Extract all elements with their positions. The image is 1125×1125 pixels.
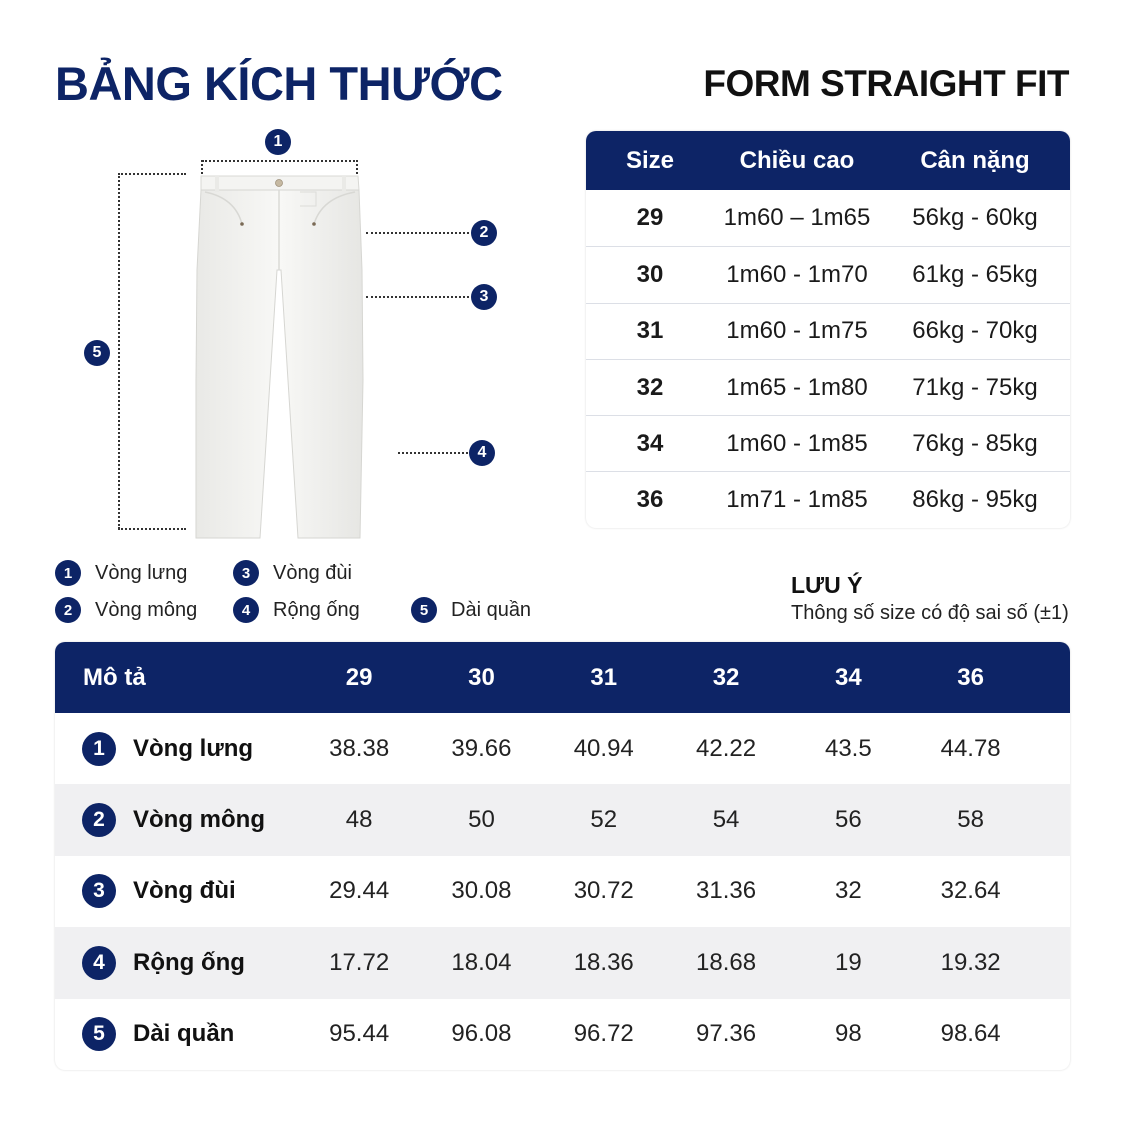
table-cell: 29.44 xyxy=(329,877,390,905)
weight-cell: 66kg - 70kg xyxy=(912,317,1038,345)
height-cell: 1m60 - 1m70 xyxy=(726,260,868,288)
legend-label: Vòng đùi xyxy=(273,561,352,584)
size-table xyxy=(586,131,1070,528)
table-cell: 19.32 xyxy=(940,948,1001,976)
table-cell: 96.72 xyxy=(573,1020,634,1048)
size-cell: 29 xyxy=(636,204,664,232)
waist-measure-line xyxy=(202,160,358,162)
length-measure-top xyxy=(118,173,186,175)
length-measure-bottom xyxy=(118,528,186,530)
table-cell: 58 xyxy=(957,806,984,834)
marker-2: 2 xyxy=(471,220,497,246)
legend-badge: 4 xyxy=(233,597,259,623)
row-badge: 5 xyxy=(82,1017,116,1051)
weight-cell: 76kg - 85kg xyxy=(912,429,1038,457)
table-row xyxy=(55,927,1070,998)
marker-4: 4 xyxy=(469,440,495,466)
table-cell: 50 xyxy=(468,806,495,834)
size-cell: 31 xyxy=(636,317,664,345)
weight-cell: 71kg - 75kg xyxy=(912,373,1038,401)
table-cell: 52 xyxy=(590,806,618,834)
table-cell: 96.08 xyxy=(451,1020,512,1048)
note-text: Thông số size có độ sai số (±1) xyxy=(791,602,1069,624)
pants-diagram xyxy=(60,120,520,550)
legend-badge: 5 xyxy=(411,597,437,623)
table-cell: 18.36 xyxy=(573,948,634,976)
length-measure-line xyxy=(118,173,120,529)
size-cell: 32 xyxy=(636,373,664,401)
table-cell: 31.36 xyxy=(696,877,757,905)
table-cell: 30.72 xyxy=(573,877,634,905)
height-header: Chiều cao xyxy=(739,146,855,174)
row-label: Vòng đùi xyxy=(133,877,236,905)
table-row xyxy=(55,856,1070,927)
table-cell: 38.38 xyxy=(329,734,390,762)
size-cell: 34 xyxy=(636,429,664,457)
legend-label: Vòng lưng xyxy=(95,561,188,584)
table-cell: 44.78 xyxy=(940,734,1001,762)
row-label: Vòng lưng xyxy=(133,734,254,762)
table-cell: 40.94 xyxy=(573,734,634,762)
size-header: Size xyxy=(625,146,675,174)
table-cell: 32.64 xyxy=(940,877,1001,905)
row-label: Dài quần xyxy=(133,1020,235,1048)
table-row xyxy=(586,303,1070,359)
marker-5: 5 xyxy=(84,340,110,366)
legend-badge: 3 xyxy=(233,560,259,586)
weight-cell: 86kg - 95kg xyxy=(912,486,1038,514)
size-cell: 36 xyxy=(636,486,664,514)
size-table-header xyxy=(586,131,1070,190)
legend-item-hip xyxy=(55,597,197,623)
size-header: 30 xyxy=(468,663,495,691)
height-cell: 1m71 - 1m85 xyxy=(726,486,868,514)
leg-opening-measure-line xyxy=(398,452,468,454)
white-jeans-illustration xyxy=(60,120,520,550)
table-cell: 48 xyxy=(345,806,373,834)
legend-item-leg-opening xyxy=(233,597,360,623)
table-cell: 95.44 xyxy=(329,1020,390,1048)
table-row xyxy=(586,471,1070,527)
form-label: FORM STRAIGHT FIT xyxy=(703,63,1069,104)
table-cell: 30.08 xyxy=(451,877,512,905)
table-cell: 32 xyxy=(834,877,862,905)
legend-badge: 2 xyxy=(55,597,81,623)
hip-measure-line xyxy=(366,232,469,234)
legend-item-length xyxy=(411,597,531,623)
note-title: LƯU Ý xyxy=(791,572,863,598)
table-cell: 56 xyxy=(834,806,862,834)
table-cell: 98.64 xyxy=(940,1020,1001,1048)
size-cell: 30 xyxy=(636,260,664,288)
table-cell: 97.36 xyxy=(696,1020,757,1048)
size-header: 32 xyxy=(712,663,740,691)
size-header: 31 xyxy=(590,663,618,691)
height-cell: 1m60 - 1m75 xyxy=(726,317,868,345)
legend-item-waist xyxy=(55,560,187,586)
row-description xyxy=(55,946,298,980)
marker-1: 1 xyxy=(265,129,291,155)
row-badge: 4 xyxy=(82,946,116,980)
measurement-table-header xyxy=(55,642,1070,713)
row-description xyxy=(55,732,298,766)
table-row xyxy=(55,999,1070,1070)
table-row xyxy=(55,784,1070,855)
weight-header: Cân nặng xyxy=(920,146,1030,174)
table-cell: 43.5 xyxy=(824,734,872,762)
row-badge: 1 xyxy=(82,732,116,766)
waist-measure-tick-left xyxy=(201,160,203,174)
weight-cell: 56kg - 60kg xyxy=(912,204,1038,232)
size-header: 36 xyxy=(957,663,984,691)
page-title: BẢNG KÍCH THƯỚC xyxy=(55,57,503,110)
table-cell: 19 xyxy=(834,948,862,976)
thigh-measure-line xyxy=(366,296,469,298)
table-cell: 18.68 xyxy=(696,948,757,976)
table-cell: 54 xyxy=(712,806,740,834)
table-cell: 18.04 xyxy=(451,948,512,976)
legend-label: Vòng mông xyxy=(95,598,198,621)
legend-badge: 1 xyxy=(55,560,81,586)
height-cell: 1m60 - 1m85 xyxy=(726,429,868,457)
legend-label: Dài quần xyxy=(451,598,532,621)
table-cell: 98 xyxy=(834,1020,862,1048)
table-row xyxy=(586,190,1070,246)
description-header: Mô tả xyxy=(83,663,146,691)
table-row xyxy=(586,415,1070,471)
row-description xyxy=(55,1017,298,1051)
row-description xyxy=(55,874,298,908)
row-badge: 3 xyxy=(82,874,116,908)
table-cell: 17.72 xyxy=(329,948,390,976)
marker-3: 3 xyxy=(471,284,497,310)
row-badge: 2 xyxy=(82,803,116,837)
row-label: Rộng ống xyxy=(133,948,245,976)
legend-label: Rộng ống xyxy=(273,598,360,621)
legend-item-thigh xyxy=(233,560,352,586)
size-header: 29 xyxy=(345,663,373,691)
table-row xyxy=(586,359,1070,415)
row-label: Vòng mông xyxy=(133,806,265,834)
waist-measure-tick-right xyxy=(356,160,358,174)
table-row xyxy=(55,713,1070,784)
table-cell: 42.22 xyxy=(696,734,757,762)
size-header: 34 xyxy=(834,663,862,691)
measurement-table xyxy=(55,642,1070,1070)
row-description xyxy=(55,803,298,837)
height-cell: 1m65 - 1m80 xyxy=(726,373,868,401)
weight-cell: 61kg - 65kg xyxy=(912,260,1038,288)
height-cell: 1m60 – 1m65 xyxy=(723,204,871,232)
table-cell: 39.66 xyxy=(451,734,512,762)
table-row xyxy=(586,246,1070,302)
